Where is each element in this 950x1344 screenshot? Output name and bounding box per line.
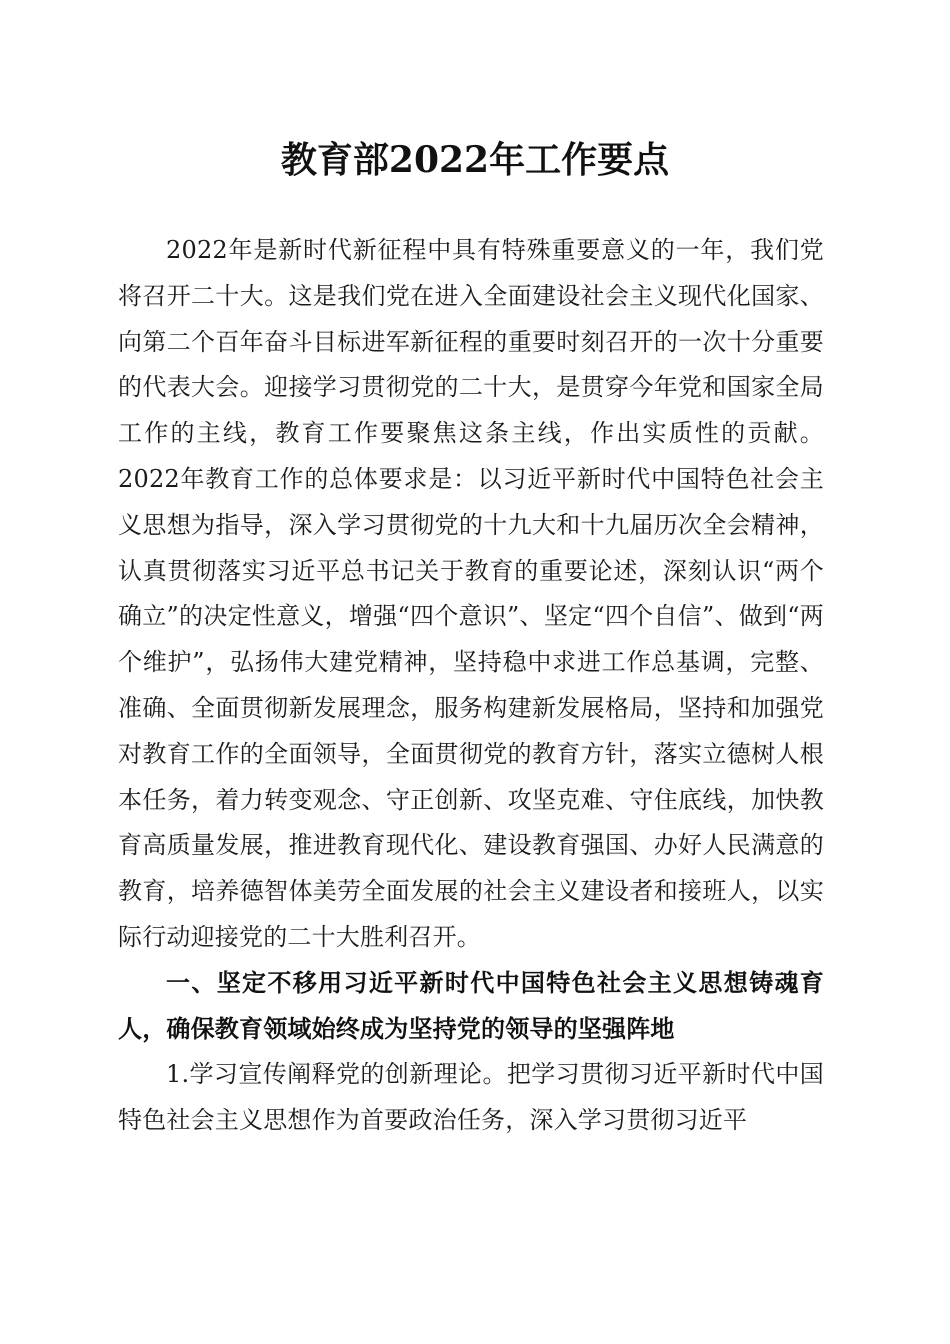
item-1-paragraph: 1.学习宣传阐释党的创新理论。把学习贯彻习近平新时代中国特色社会主义思想作为首要政治任务，深入学习贯彻习近平 <box>118 1060 824 1135</box>
section-1-heading: 一、坚定不移用习近平新时代中国特色社会主义思想铸魂育人，确保教育领域始终成为坚持党的领导的坚强阵地 <box>118 968 824 1043</box>
intro-paragraph: 2022年是新时代新征程中具有特殊重要意义的一年，我们党将召开二十大。这是我们党在进入全面建设社会主义现代化国家、向第二个百年奋斗目标进军新征程的重要时刻召开的一次十分重要的代表大会。迎接学习贯彻党的二十大，是贯穿今年党和国家全局工作的主线，教育工作要聚焦这条主线，作出实质性的贡献。2022年教育工作的总体要求是：以习近平新时代中国特色社会主义思想为指导，深入学习贯彻党的十九大和十九届历次全会精神，认真贯彻落实习近平总书记关于教育的重要论述，深刻认识“两个确立”的决定性意义，增强“四个意识”、坚定“四个自信”、做到“两个维护”，弘扬伟大建党精神，坚持稳中求进工作总基调，完整、准确、全面贯彻新发展理念，服务构建新发展格局，坚持和加强党对教育工作的全面领导，全面贯彻党的教育方针，落实立德树人根本任务，着力转变观念、守正创新、攻坚克难、守住底线，加快教育高质量发展，推进教育现代化、建设教育强国、办好人民满意的教育，培养德智体美劳全面发展的社会主义建设者和接班人，以实际行动迎接党的二十大胜利召开。 <box>118 236 824 951</box>
document-title: 教育部2022年工作要点 <box>280 139 670 181</box>
document-body <box>118 228 824 1144</box>
